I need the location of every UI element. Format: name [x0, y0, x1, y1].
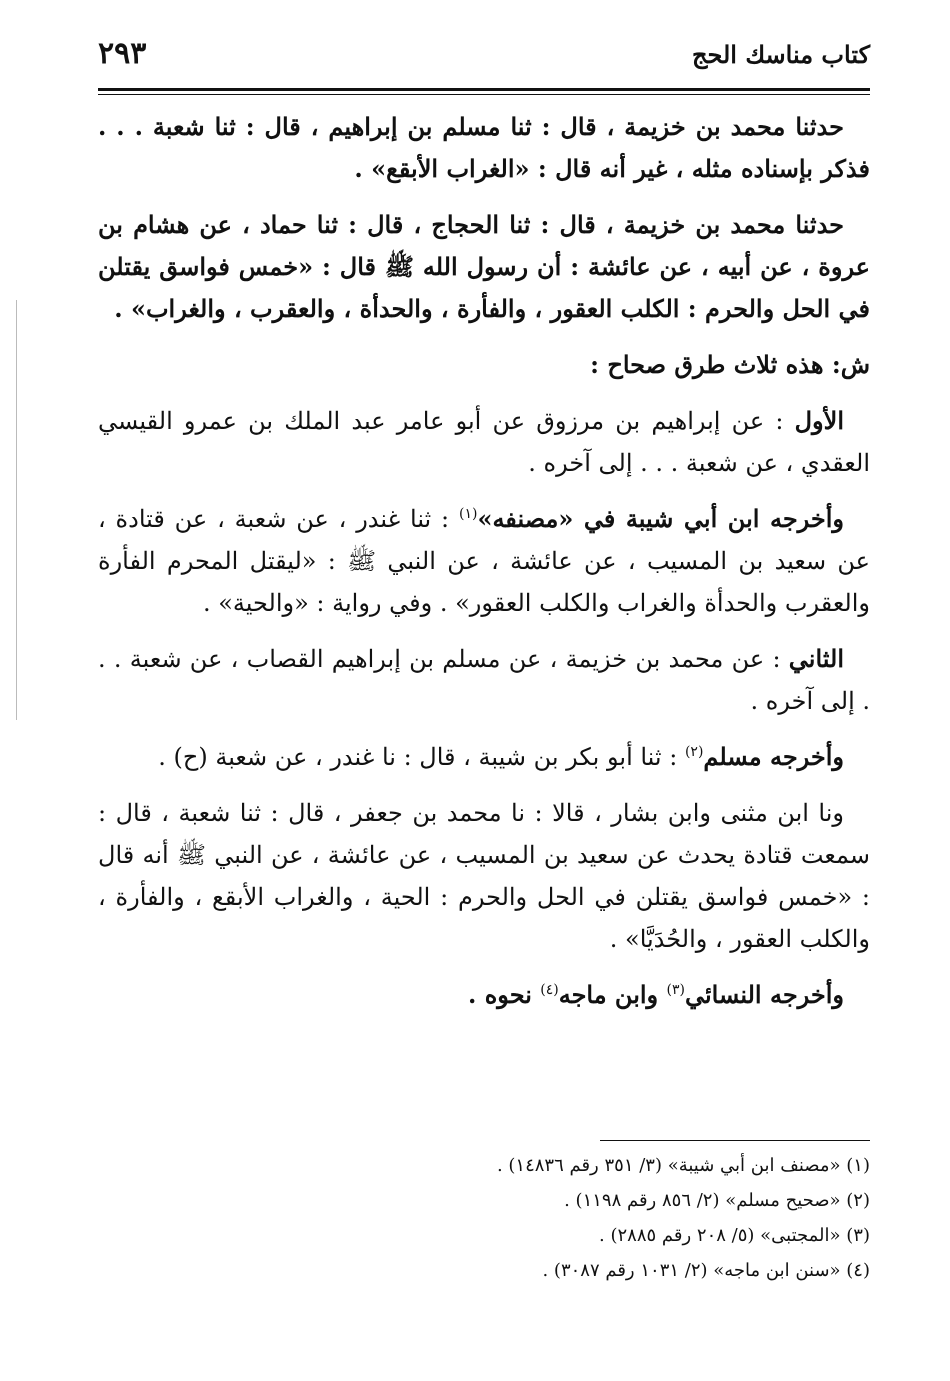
paragraph — [98, 792, 870, 960]
paragraph — [98, 106, 870, 190]
paragraph — [98, 498, 870, 624]
text-segment: : عن إبراهيم بن مرزوق عن أبو عامر عبد الملك بن عمرو القيسي العقدي ، عن شعبة . . . إلى آخره . — [98, 407, 870, 477]
running-title: كتاب مناسك الحج — [692, 40, 870, 69]
text-segment: نحوه . — [468, 980, 541, 1009]
paragraph — [98, 638, 870, 722]
page-header — [98, 36, 870, 84]
footnotes — [98, 1148, 870, 1288]
paragraph — [98, 204, 870, 330]
text-segment: ونا ابن مثنى وابن بشار ، قالا : نا محمد بن جعفر ، قال : ثنا شعبة ، قال : سمعت قتادة يحدث عن سعيد بن المسيب ، عن عائشة ، عن النبي ﷺ أنه قال : «خمس فواسق يقتلن في الحل والحرم : الحية ، والغراب الأبقع ، والفأرة ، والكلب العقور ، والحُدَيَّا» . — [98, 799, 870, 953]
footnote: (١) «مصنف ابن أبي شيبة» (٣/ ٣٥١ رقم ١٤٨٣٦) . — [496, 1155, 870, 1176]
footnote-reference: (٢) — [684, 744, 704, 760]
text-segment: ش: هذه ثلاث طرق صحاح : — [590, 350, 870, 379]
footnote-reference: (٣) — [666, 982, 685, 998]
paragraph — [98, 736, 870, 778]
footnote-separator — [600, 1140, 870, 1141]
paragraph — [98, 974, 870, 1016]
footnote: (٤) «سنن ابن ماجه» (٢/ ١٠٣١ رقم ٣٠٨٧) . — [542, 1260, 870, 1281]
paragraph — [98, 344, 870, 386]
header-rule-thin — [98, 94, 870, 95]
text-segment: حدثنا محمد بن خزيمة ، قال : ثنا الحجاج ، قال : ثنا حماد ، عن هشام بن عروة ، عن أبيه ، عن عائشة : أن رسول الله ﷺ قال : «خمس فواسق يقتلن في الحل والحرم : الكلب العقور ، والفأرة ، والحدأة ، والعقرب ، والغراب» . — [98, 210, 870, 323]
footnote: (٣) «المجتبى» (٥/ ٢٠٨ رقم ٢٨٨٥) . — [599, 1225, 870, 1246]
text-segment: : ثنا غندر ، عن شعبة ، عن قتادة ، عن سعيد بن المسيب ، عن عائشة ، عن النبي ﷺ : «ليقتل المحرم الفأرة والعقرب والحدأة والغراب والكلب العقور» . وفي رواية : «والحية» . — [98, 505, 870, 617]
text-segment: : ثنا أبو بكر بن شيبة ، قال : نا غندر ، عن شعبة (ح) . — [158, 743, 685, 771]
text-segment: وأخرجه ابن أبي شيبة في «مصنفه» — [477, 504, 845, 533]
text-segment: وأخرجه مسلم — [703, 742, 844, 771]
footnote: (٢) «صحيح مسلم» (٢/ ٨٥٦ رقم ١١٩٨) . — [564, 1190, 870, 1211]
text-segment: وأخرجه النسائي — [684, 980, 844, 1009]
scan-margin-line — [16, 300, 17, 720]
text-segment: الأول — [794, 406, 844, 435]
main-text — [98, 106, 870, 1030]
text-segment: الثاني — [788, 644, 844, 673]
page-number: ٢٩٣ — [98, 36, 147, 71]
text-segment: : عن محمد بن خزيمة ، عن مسلم بن إبراهيم القصاب ، عن شعبة . . . إلى آخره . — [98, 645, 870, 715]
paragraph — [98, 400, 870, 484]
footnote-reference: (١) — [458, 506, 478, 522]
text-segment: حدثنا محمد بن خزيمة ، قال : ثنا مسلم بن إبراهيم ، قال : ثنا شعبة . . . فذكر بإسناده مثله ، غير أنه قال : «الغراب الأبقع» . — [98, 112, 870, 183]
text-segment: وابن ماجه — [558, 980, 667, 1009]
footnote-reference: (٤) — [540, 982, 559, 998]
header-rule — [98, 88, 870, 91]
